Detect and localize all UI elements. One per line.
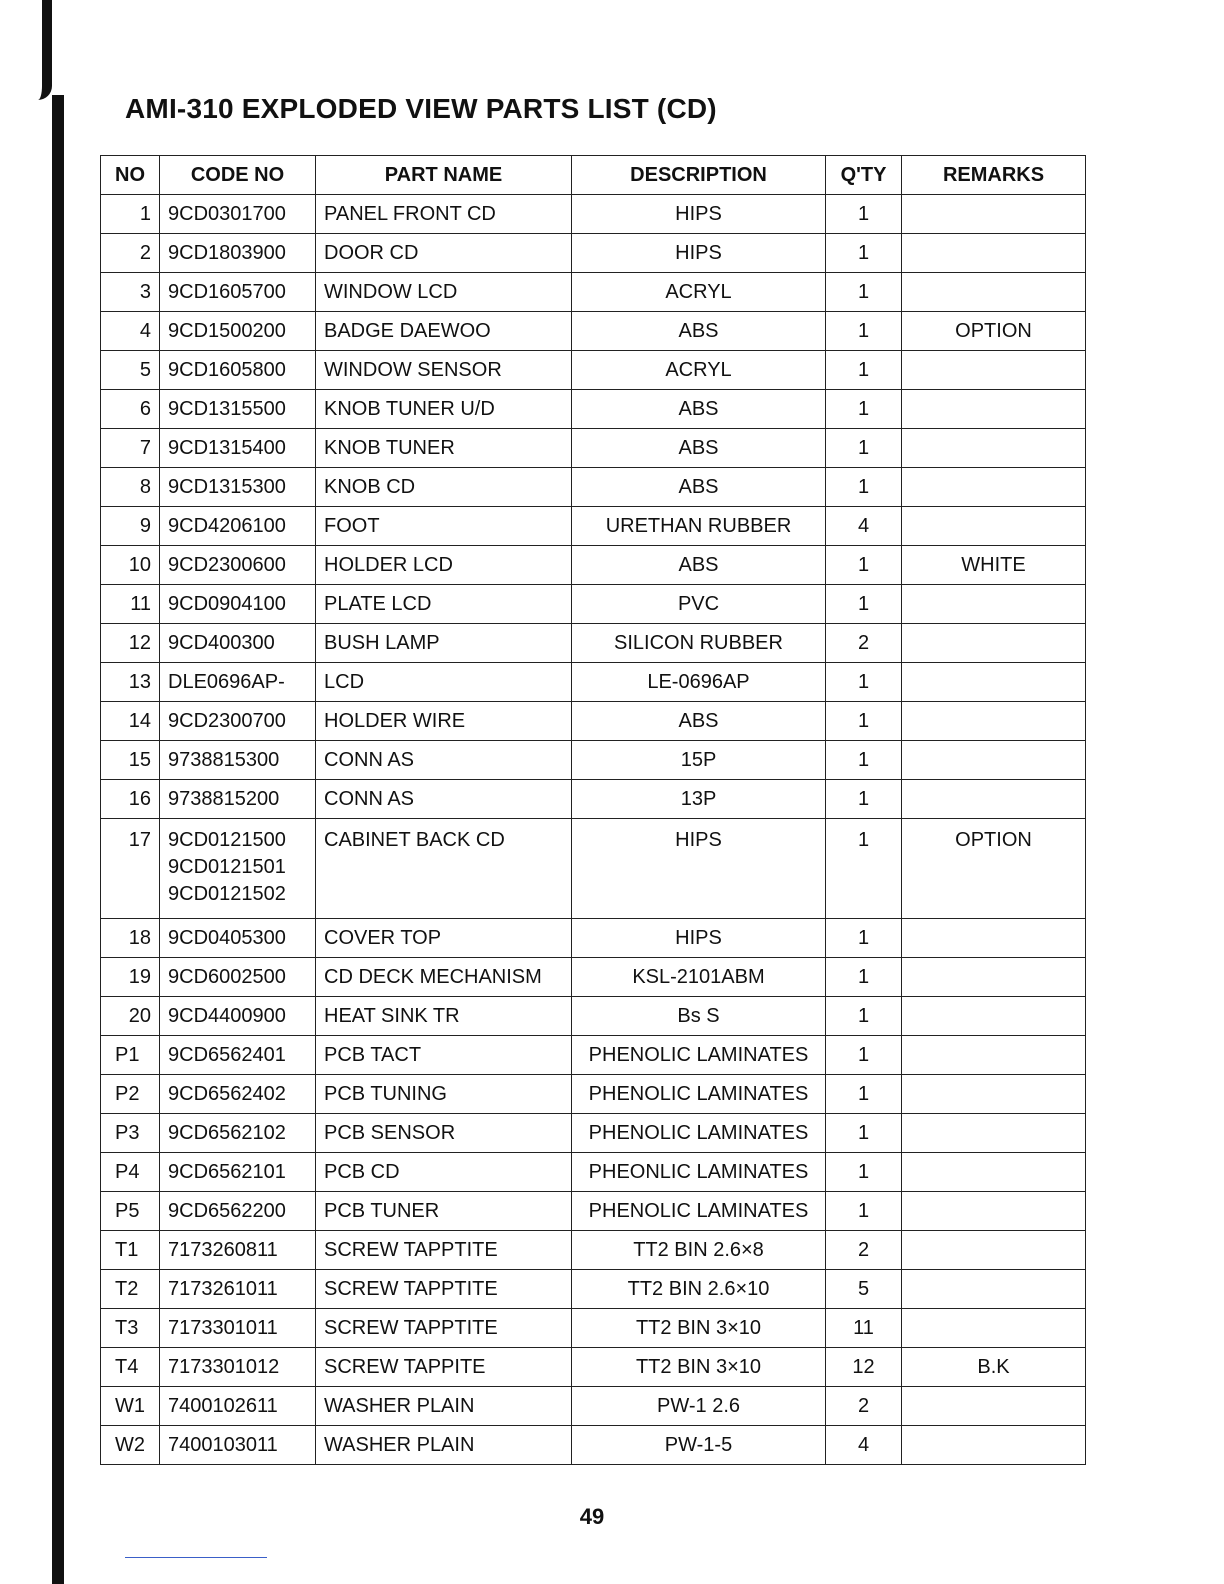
cell-remarks [902,429,1086,468]
cell-description: PHENOLIC LAMINATES [572,1114,826,1153]
cell-part-name: KNOB CD [316,468,572,507]
cell-code-no [160,819,316,919]
cell-remarks [902,741,1086,780]
cell-code-no [160,1426,316,1465]
cell-code-no [160,741,316,780]
cell-qty: 1 [826,1153,902,1192]
cell-part-name: DOOR CD [316,234,572,273]
cell-remarks [902,468,1086,507]
cell-remarks: WHITE [902,546,1086,585]
cell-description: TT2 BIN 2.6×10 [572,1270,826,1309]
cell-code-no [160,1309,316,1348]
cell-code-no [160,702,316,741]
cell-part-name: CONN AS [316,780,572,819]
cell-qty: 1 [826,741,902,780]
cell-code-no [160,780,316,819]
cell-qty: 1 [826,351,902,390]
cell-part-name: PCB TUNING [316,1075,572,1114]
code-number: 7173261011 [168,1277,278,1300]
cell-no: P1 [101,1036,160,1075]
code-number: 9CD2300600 [168,553,286,576]
table-row [101,1426,1086,1465]
cell-qty: 2 [826,1387,902,1426]
cell-code-no [160,195,316,234]
cell-description: HIPS [572,819,826,919]
cell-description: HIPS [572,919,826,958]
cell-part-name: HOLDER WIRE [316,702,572,741]
code-number: DLE0696AP- [168,670,285,693]
code-number: 9CD0121500 [168,829,286,851]
table-row [101,624,1086,663]
cell-qty: 1 [826,390,902,429]
code-number: 9CD1605800 [168,358,286,381]
cell-part-name: BADGE DAEWOO [316,312,572,351]
cell-description: PHENOLIC LAMINATES [572,1036,826,1075]
cell-qty: 1 [826,1192,902,1231]
header-description: DESCRIPTION [572,156,826,195]
cell-part-name: KNOB TUNER U/D [316,390,572,429]
cell-qty: 1 [826,780,902,819]
cell-remarks [902,1387,1086,1426]
cell-qty: 11 [826,1309,902,1348]
cell-no: P5 [101,1192,160,1231]
cell-no: 12 [101,624,160,663]
table-row [101,1270,1086,1309]
cell-no: 2 [101,234,160,273]
code-number: 9CD6562101 [168,1160,286,1183]
cell-description: TT2 BIN 3×10 [572,1309,826,1348]
cell-code-no [160,390,316,429]
table-row [101,702,1086,741]
cell-qty: 1 [826,919,902,958]
table-row [101,1153,1086,1192]
cell-part-name: SCREW TAPPTITE [316,1270,572,1309]
cell-code-no [160,958,316,997]
cell-description: PHENOLIC LAMINATES [572,1075,826,1114]
cell-qty: 4 [826,1426,902,1465]
cell-remarks [902,390,1086,429]
cell-description: URETHAN RUBBER [572,507,826,546]
cell-qty: 5 [826,1270,902,1309]
table-row [101,195,1086,234]
cell-remarks [902,1231,1086,1270]
header-no: NO [101,156,160,195]
table-row [101,997,1086,1036]
cell-remarks [902,234,1086,273]
cell-no: 4 [101,312,160,351]
cell-remarks [902,958,1086,997]
table-row [101,1075,1086,1114]
footer-rule [125,1557,267,1558]
cell-code-no [160,1231,316,1270]
parts-table [100,155,1086,1465]
cell-code-no [160,546,316,585]
cell-remarks: OPTION [902,819,1086,919]
cell-part-name: PCB SENSOR [316,1114,572,1153]
cell-code-no [160,468,316,507]
cell-qty: 1 [826,273,902,312]
cell-part-name: PLATE LCD [316,585,572,624]
cell-part-name: KNOB TUNER [316,429,572,468]
code-number: 7173260811 [168,1238,278,1261]
cell-description: ABS [572,312,826,351]
cell-no: 3 [101,273,160,312]
cell-qty: 1 [826,585,902,624]
cell-remarks [902,1426,1086,1465]
cell-description: PW-1 2.6 [572,1387,826,1426]
cell-description: TT2 BIN 3×10 [572,1348,826,1387]
code-number: 9CD1605700 [168,280,286,303]
cell-remarks [902,702,1086,741]
code-number: 9CD6002500 [168,965,286,988]
cell-qty: 1 [826,429,902,468]
code-number: 7400102611 [168,1394,278,1417]
table-row [101,741,1086,780]
cell-no: 7 [101,429,160,468]
code-number: 9CD6562401 [168,1043,286,1066]
cell-qty: 1 [826,1114,902,1153]
table-row [101,312,1086,351]
table-row [101,507,1086,546]
binding-edge [52,95,64,1584]
cell-part-name: SCREW TAPPTITE [316,1231,572,1270]
cell-remarks [902,663,1086,702]
cell-remarks [902,1153,1086,1192]
cell-code-no [160,1114,316,1153]
cell-no: 11 [101,585,160,624]
table-row [101,1387,1086,1426]
code-number: 9CD6562102 [168,1121,286,1144]
cell-description: ACRYL [572,273,826,312]
cell-no: 15 [101,741,160,780]
code-number: 9CD0301700 [168,202,286,225]
cell-qty: 1 [826,546,902,585]
cell-code-no [160,624,316,663]
cell-description: ABS [572,390,826,429]
cell-description: LE-0696AP [572,663,826,702]
cell-remarks [902,780,1086,819]
cell-no: 20 [101,997,160,1036]
table-row [101,234,1086,273]
cell-description: ABS [572,468,826,507]
cell-no: 9 [101,507,160,546]
cell-part-name: CD DECK MECHANISM [316,958,572,997]
cell-part-name: LCD [316,663,572,702]
code-number: 7173301011 [168,1316,278,1339]
cell-part-name: SCREW TAPPTITE [316,1309,572,1348]
cell-qty: 1 [826,195,902,234]
cell-description: ABS [572,429,826,468]
cell-no: 8 [101,468,160,507]
code-number: 9CD0121501 [168,856,286,878]
cell-no: 10 [101,546,160,585]
cell-part-name: SCREW TAPPITE [316,1348,572,1387]
cell-code-no [160,585,316,624]
code-number: 9738815300 [168,748,280,771]
cell-description: ABS [572,702,826,741]
code-number: 9CD1500200 [168,319,286,342]
cell-no: 13 [101,663,160,702]
code-number: 9CD400300 [168,631,275,654]
cell-code-no [160,997,316,1036]
code-number: 9738815200 [168,787,280,810]
cell-qty: 2 [826,1231,902,1270]
table-row [101,351,1086,390]
cell-no: T2 [101,1270,160,1309]
table-row [101,585,1086,624]
cell-code-no [160,1192,316,1231]
table-row [101,1231,1086,1270]
table-row [101,1036,1086,1075]
cell-remarks: OPTION [902,312,1086,351]
cell-part-name: WINDOW LCD [316,273,572,312]
cell-description: ABS [572,546,826,585]
table-row [101,429,1086,468]
cell-description: ACRYL [572,351,826,390]
cell-part-name: COVER TOP [316,919,572,958]
cell-part-name: FOOT [316,507,572,546]
table-row [101,1192,1086,1231]
cell-no: 19 [101,958,160,997]
cell-remarks [902,585,1086,624]
cell-description: Bs S [572,997,826,1036]
cell-part-name: PCB TUNER [316,1192,572,1231]
cell-no: 14 [101,702,160,741]
code-number: 9CD4400900 [168,1004,286,1027]
code-number: 9CD4206100 [168,514,286,537]
table-row [101,1114,1086,1153]
header-part-name: PART NAME [316,156,572,195]
cell-code-no [160,351,316,390]
code-number: 7400103011 [168,1433,278,1456]
cell-code-no [160,1387,316,1426]
cell-code-no [160,507,316,546]
header-qty: Q'TY [826,156,902,195]
cell-remarks [902,1192,1086,1231]
cell-code-no [160,273,316,312]
table-row [101,919,1086,958]
code-number: 9CD6562200 [168,1199,286,1222]
cell-description: PVC [572,585,826,624]
cell-description: PHEONLIC LAMINATES [572,1153,826,1192]
binding-edge-top [38,0,52,100]
cell-qty: 1 [826,819,902,919]
cell-no: 17 [101,819,160,919]
cell-remarks [902,273,1086,312]
cell-description: PHENOLIC LAMINATES [572,1192,826,1231]
cell-qty: 1 [826,958,902,997]
cell-qty: 1 [826,1036,902,1075]
cell-no: T4 [101,1348,160,1387]
cell-remarks [902,507,1086,546]
cell-description: KSL-2101ABM [572,958,826,997]
cell-no: 5 [101,351,160,390]
cell-no: 1 [101,195,160,234]
code-number: 9CD0904100 [168,592,286,615]
cell-code-no [160,312,316,351]
cell-part-name: CABINET BACK CD [316,819,572,919]
table-row [101,273,1086,312]
page-number: 49 [579,1504,605,1529]
cell-no: 16 [101,780,160,819]
table-row [101,390,1086,429]
cell-description: 15P [572,741,826,780]
cell-no: 6 [101,390,160,429]
cell-remarks [902,351,1086,390]
cell-qty: 1 [826,468,902,507]
code-number: 9CD6562402 [168,1082,286,1105]
cell-part-name: PCB TACT [316,1036,572,1075]
table-row [101,819,1086,919]
cell-remarks [902,919,1086,958]
cell-part-name: HOLDER LCD [316,546,572,585]
cell-remarks [902,997,1086,1036]
table-row [101,1309,1086,1348]
page-title: AMI-310 EXPLODED VIEW PARTS LIST (CD) [125,93,717,124]
cell-no: P3 [101,1114,160,1153]
cell-description: 13P [572,780,826,819]
cell-part-name: WASHER PLAIN [316,1387,572,1426]
cell-no: P2 [101,1075,160,1114]
cell-description: SILICON RUBBER [572,624,826,663]
cell-remarks [902,195,1086,234]
cell-description: TT2 BIN 2.6×8 [572,1231,826,1270]
cell-remarks: B.K [902,1348,1086,1387]
cell-part-name: PCB CD [316,1153,572,1192]
cell-remarks [902,1036,1086,1075]
table-row [101,1348,1086,1387]
cell-part-name: PANEL FRONT CD [316,195,572,234]
cell-code-no [160,429,316,468]
cell-remarks [902,1270,1086,1309]
code-number: 9CD1315300 [168,475,286,498]
cell-description: PW-1-5 [572,1426,826,1465]
cell-part-name: WASHER PLAIN [316,1426,572,1465]
parts-table-body [101,195,1086,1465]
table-row [101,958,1086,997]
cell-code-no [160,1348,316,1387]
cell-qty: 1 [826,234,902,273]
cell-qty: 4 [826,507,902,546]
cell-part-name: WINDOW SENSOR [316,351,572,390]
cell-no: T1 [101,1231,160,1270]
cell-remarks [902,1114,1086,1153]
cell-code-no [160,663,316,702]
cell-code-no [160,1036,316,1075]
code-number: 9CD0121502 [168,883,286,905]
cell-qty: 1 [826,1075,902,1114]
cell-qty: 12 [826,1348,902,1387]
cell-qty: 1 [826,997,902,1036]
code-number: 9CD1803900 [168,241,286,264]
cell-no: T3 [101,1309,160,1348]
cell-no: P4 [101,1153,160,1192]
cell-code-no [160,1153,316,1192]
code-number: 9CD0405300 [168,926,286,949]
header-code-no: CODE NO [160,156,316,195]
table-header-row [101,156,1086,195]
cell-remarks [902,1309,1086,1348]
code-number: 7173301012 [168,1355,280,1378]
cell-remarks [902,1075,1086,1114]
cell-no: W1 [101,1387,160,1426]
code-number: 9CD2300700 [168,709,286,732]
table-row [101,663,1086,702]
table-row [101,468,1086,507]
cell-qty: 1 [826,312,902,351]
cell-code-no [160,919,316,958]
cell-description: HIPS [572,195,826,234]
cell-code-no [160,1270,316,1309]
cell-qty: 1 [826,702,902,741]
table-row [101,780,1086,819]
cell-code-no [160,234,316,273]
cell-no: 18 [101,919,160,958]
cell-qty: 2 [826,624,902,663]
cell-no: W2 [101,1426,160,1465]
code-number: 9CD1315400 [168,436,286,459]
header-remarks: REMARKS [902,156,1086,195]
table-row [101,546,1086,585]
cell-part-name: HEAT SINK TR [316,997,572,1036]
cell-part-name: CONN AS [316,741,572,780]
cell-code-no [160,1075,316,1114]
cell-part-name: BUSH LAMP [316,624,572,663]
cell-description: HIPS [572,234,826,273]
cell-remarks [902,624,1086,663]
code-number: 9CD1315500 [168,397,286,420]
cell-qty: 1 [826,663,902,702]
